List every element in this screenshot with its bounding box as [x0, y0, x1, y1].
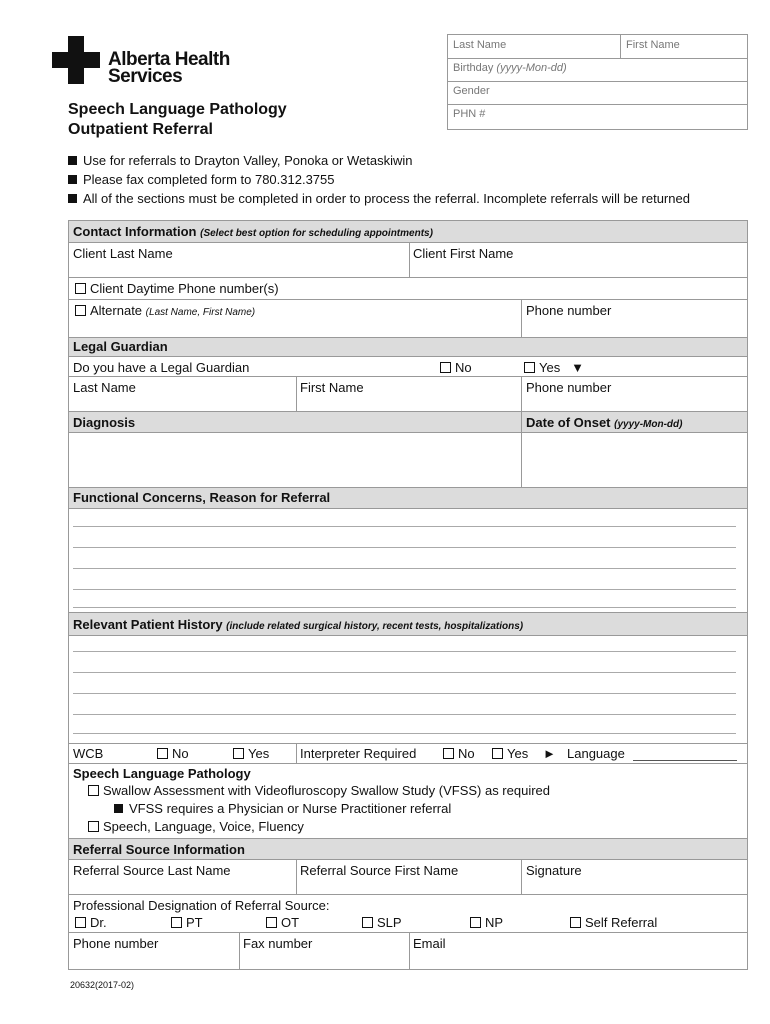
wcb-no-option[interactable]: No: [157, 746, 189, 761]
triangle-right-icon: ►: [543, 746, 556, 761]
functional-concerns-field[interactable]: [69, 509, 747, 609]
bullet-square-icon: [68, 156, 77, 165]
checkbox-icon[interactable]: [171, 917, 182, 928]
checkbox-icon[interactable]: [75, 283, 86, 294]
diagnosis-field[interactable]: [69, 433, 521, 487]
form-number: 20632(2017-02): [70, 980, 135, 990]
id-phn-label: PHN #: [453, 108, 486, 120]
guardian-band: [69, 338, 747, 356]
id-birthday-label: Birthday: [453, 62, 494, 74]
client-first-name-field[interactable]: Client First Name: [413, 246, 514, 261]
checkbox-icon[interactable]: [75, 917, 86, 928]
logo-line2: Services: [108, 66, 183, 87]
contact-heading: Contact Information (Select best option for scheduling appointments): [73, 224, 433, 239]
bullet-square-icon: [68, 175, 77, 184]
checkbox-icon[interactable]: [492, 748, 503, 759]
referral-phone-field[interactable]: Phone number: [73, 936, 159, 951]
diagnosis-heading: Diagnosis: [73, 415, 136, 430]
instruction-item: Use for referrals to Drayton Valley, Ponoka or Wetaskiwin: [68, 151, 690, 170]
signature-field[interactable]: Signature: [526, 863, 582, 878]
id-gender-label: Gender: [453, 85, 490, 97]
vfss-note: VFSS requires a Physician or Nurse Practitioner referral: [114, 801, 451, 816]
logo-line1: Alberta Health: [108, 49, 230, 70]
triangle-down-icon: ▼: [571, 360, 584, 375]
patient-history-field[interactable]: [69, 636, 747, 741]
interpreter-yes-option[interactable]: Yes: [492, 746, 528, 761]
designation-np-option[interactable]: NP: [470, 915, 503, 930]
swallow-assessment-option[interactable]: Swallow Assessment with Videofluroscopy Swallow Study (VFSS) as required: [88, 783, 550, 798]
checkbox-icon[interactable]: [524, 362, 535, 373]
designation-slp-option[interactable]: SLP: [362, 915, 402, 930]
guardian-no-option[interactable]: No: [440, 360, 472, 375]
alternate-contact-field[interactable]: Alternate (Last Name, First Name): [75, 303, 255, 318]
guardian-yes-option[interactable]: Yes ▼: [524, 360, 584, 375]
instruction-item: All of the sections must be completed in order to process the referral. Incomplete referrals will be returned: [68, 189, 690, 208]
guardian-heading: Legal Guardian: [73, 339, 168, 354]
form-title-line1: Speech Language Pathology: [68, 101, 287, 118]
checkbox-icon[interactable]: [266, 917, 277, 928]
referral-form: [68, 220, 748, 970]
designation-dr-option[interactable]: Dr.: [75, 915, 107, 930]
checkbox-icon[interactable]: [88, 821, 99, 832]
patient-id-box: [447, 34, 748, 130]
logo-mark-bar: [52, 52, 100, 68]
id-last-name-label: Last Name: [453, 39, 507, 51]
wcb-yes-option[interactable]: Yes: [233, 746, 269, 761]
checkbox-icon[interactable]: [75, 305, 86, 316]
designation-pt-option[interactable]: PT: [171, 915, 203, 930]
instruction-item: Please fax completed form to 780.312.3755: [68, 170, 690, 189]
functional-heading: Functional Concerns, Reason for Referral: [73, 490, 331, 505]
checkbox-icon[interactable]: [362, 917, 373, 928]
id-first-name-label: First Name: [626, 39, 680, 51]
daytime-phone-option[interactable]: Client Daytime Phone number(s): [75, 281, 279, 296]
id-row-name[interactable]: [448, 35, 747, 59]
checkbox-icon[interactable]: [570, 917, 581, 928]
id-birthday-hint: (yyyy-Mon-dd): [496, 62, 567, 74]
onset-date-field[interactable]: [522, 433, 747, 487]
designation-self-referral-option[interactable]: Self Referral: [570, 915, 657, 930]
designation-label: Professional Designation of Referral Source:: [73, 898, 330, 913]
instructions-list: [68, 151, 690, 208]
client-last-name-field[interactable]: Client Last Name: [73, 246, 173, 261]
checkbox-icon[interactable]: [470, 917, 481, 928]
guardian-last-name-field[interactable]: Last Name: [73, 380, 136, 395]
slp-heading: Speech Language Pathology: [73, 766, 251, 781]
bullet-square-icon: [114, 804, 123, 813]
guardian-phone-field[interactable]: Phone number: [526, 380, 612, 395]
guardian-first-name-field[interactable]: First Name: [300, 380, 364, 395]
id-row-phn[interactable]: [448, 104, 747, 127]
guardian-question: Do you have a Legal Guardian: [73, 360, 250, 375]
onset-heading: Date of Onset (yyyy-Mon-dd): [526, 415, 683, 430]
speech-language-option[interactable]: Speech, Language, Voice, Fluency: [88, 819, 304, 834]
referral-first-name-field[interactable]: Referral Source First Name: [300, 863, 459, 878]
language-field[interactable]: Language: [567, 746, 625, 761]
id-row-gender[interactable]: [448, 81, 747, 105]
interpreter-label: Interpreter Required: [300, 746, 417, 761]
referral-heading: Referral Source Information: [73, 842, 245, 857]
checkbox-icon[interactable]: [157, 748, 168, 759]
history-heading: Relevant Patient History (include related surgical history, recent tests, hospitalizations): [73, 617, 524, 632]
alternate-phone-field[interactable]: Phone number: [526, 303, 612, 318]
checkbox-icon[interactable]: [88, 785, 99, 796]
form-title-line2: Outpatient Referral: [68, 121, 213, 138]
bullet-square-icon: [68, 194, 77, 203]
interpreter-no-option[interactable]: No: [443, 746, 475, 761]
id-row-birthday[interactable]: [448, 58, 747, 82]
checkbox-icon[interactable]: [233, 748, 244, 759]
referral-email-field[interactable]: Email: [413, 936, 446, 951]
wcb-label: WCB: [73, 746, 104, 761]
referral-fax-field[interactable]: Fax number: [243, 936, 313, 951]
referral-last-name-field[interactable]: Referral Source Last Name: [73, 863, 231, 878]
designation-ot-option[interactable]: OT: [266, 915, 299, 930]
checkbox-icon[interactable]: [440, 362, 451, 373]
checkbox-icon[interactable]: [443, 748, 454, 759]
